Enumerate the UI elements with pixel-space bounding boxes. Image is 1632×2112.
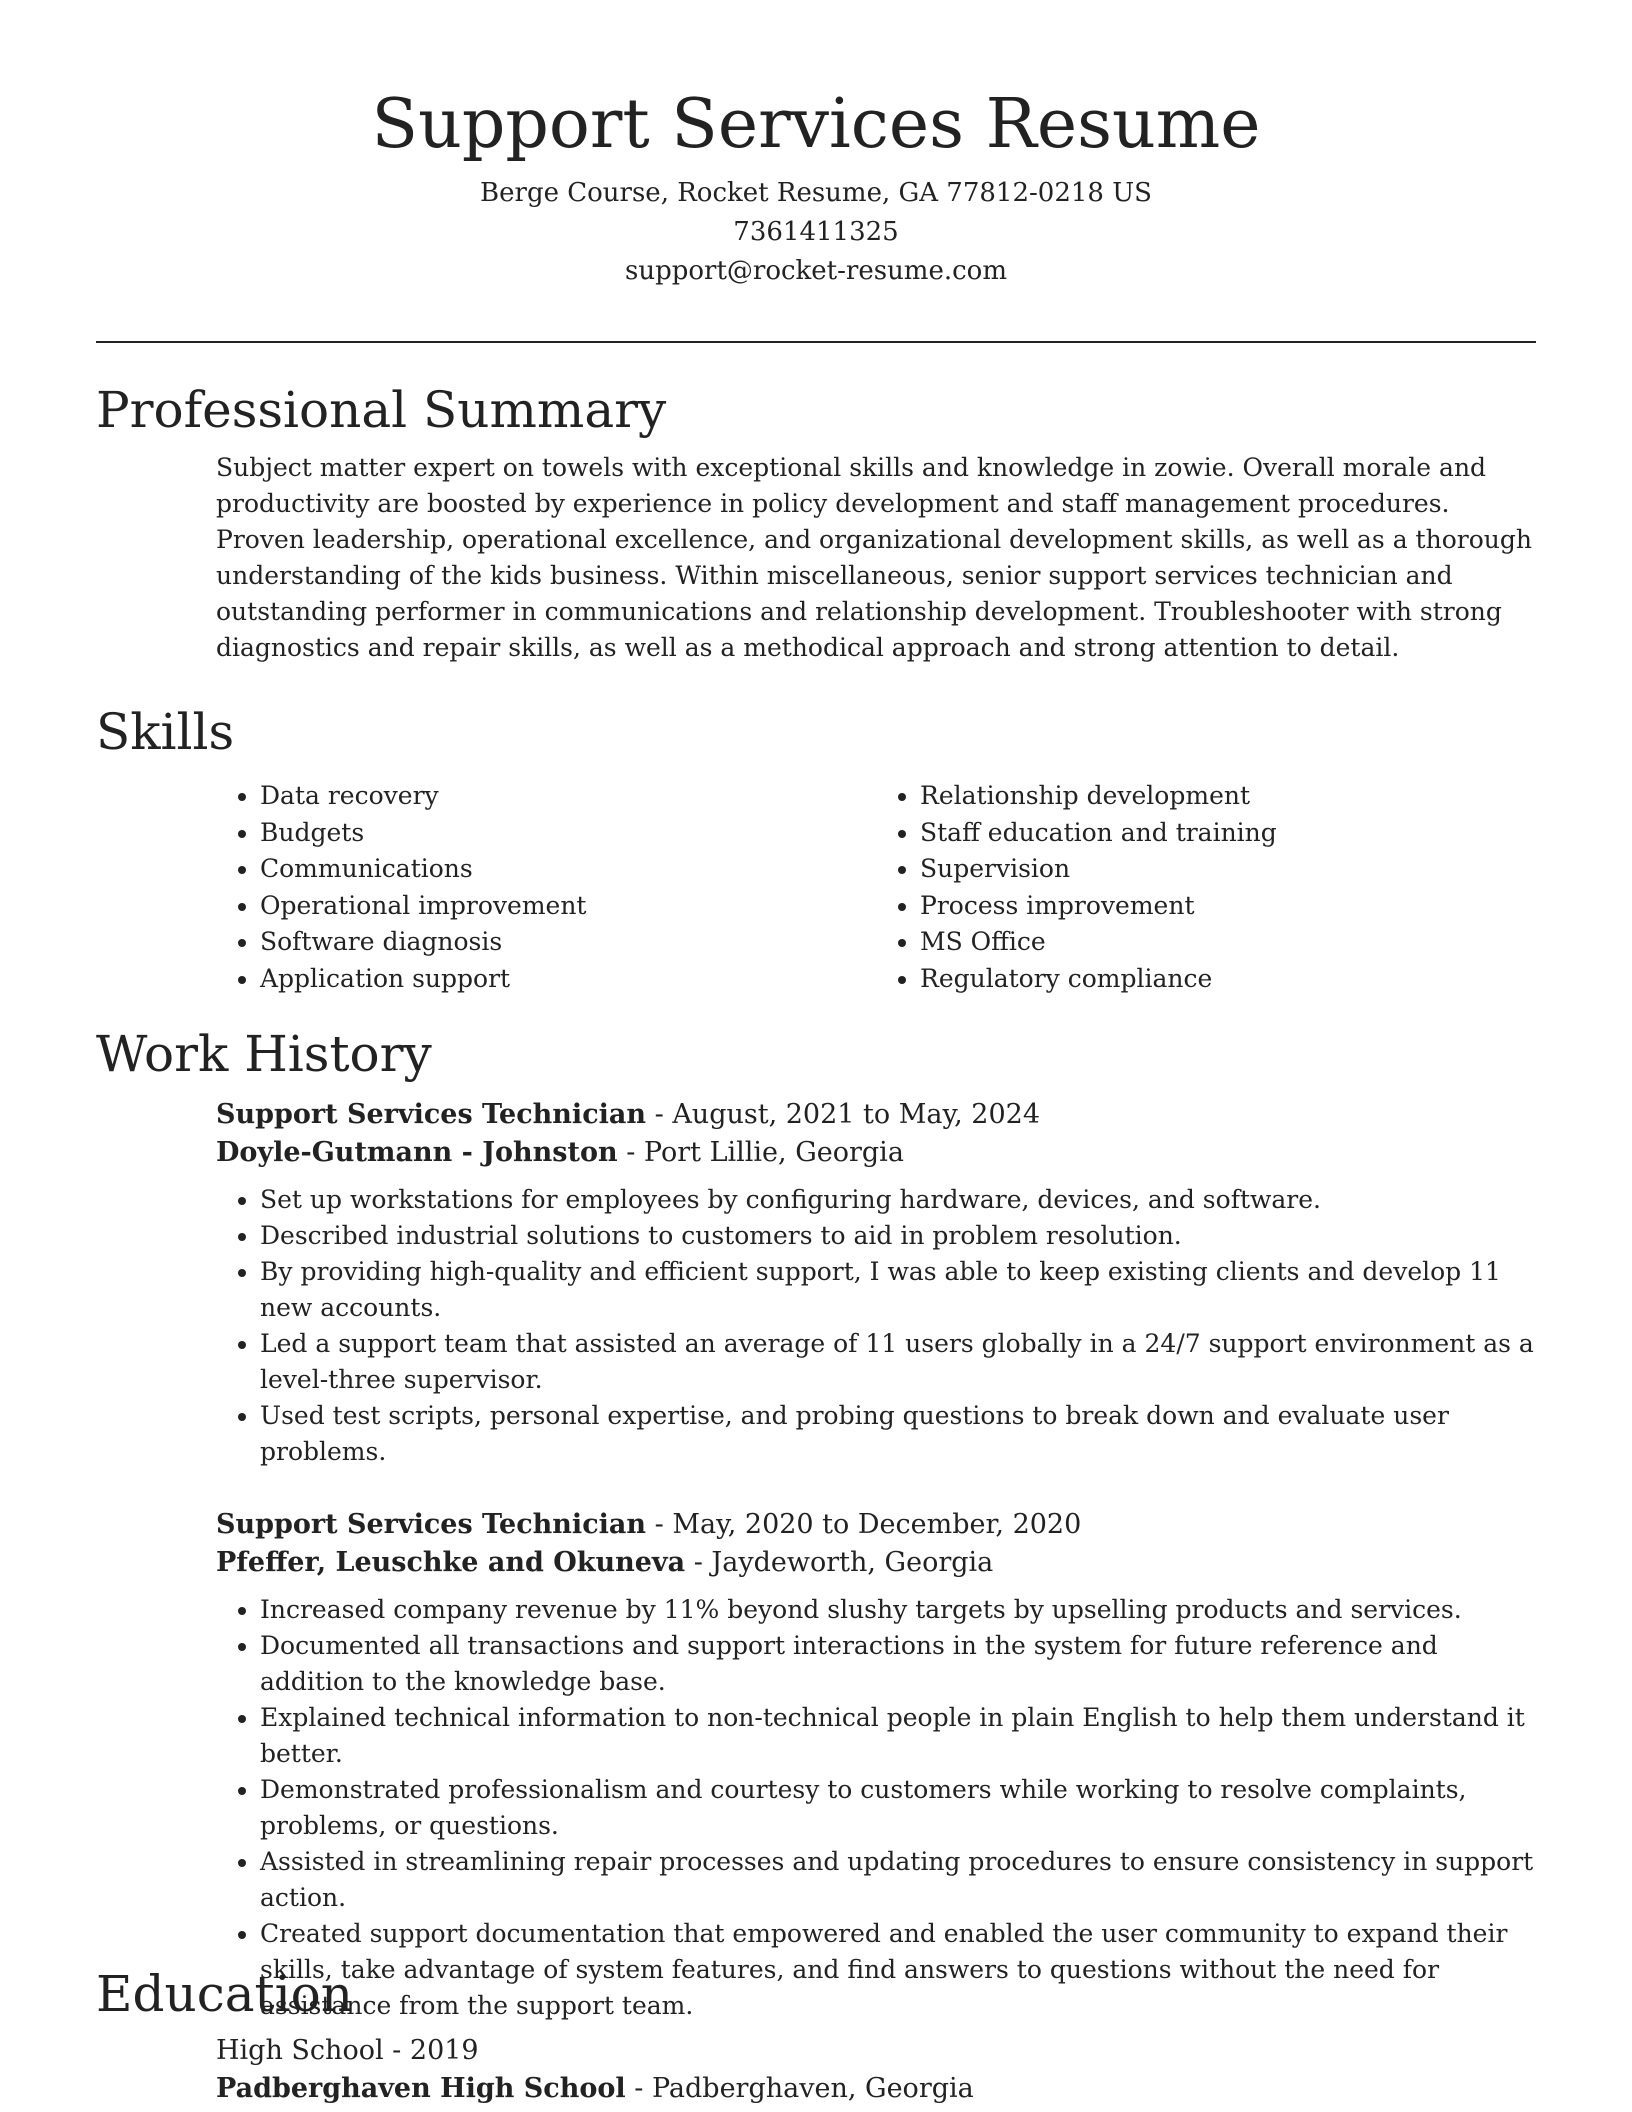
job-title-line: Support Services Technician - May, 2020 to December, 2020 <box>216 1509 1082 1540</box>
job-location: Jaydeworth, Georgia <box>711 1547 994 1578</box>
skill-item: • Application support <box>260 961 876 998</box>
job-location: Port Lillie, Georgia <box>643 1137 904 1168</box>
skills-heading: Skills <box>96 703 235 761</box>
skill-item: • Data recovery <box>260 778 876 815</box>
education-degree-line: High School - 2019 <box>216 2035 479 2066</box>
job-company: Doyle-Gutmann - Johnston <box>216 1137 618 1168</box>
summary-heading: Professional Summary <box>96 381 667 439</box>
skills-columns <box>216 778 1536 997</box>
job-bullets <box>216 1182 1536 1470</box>
job-bullet: • Demonstrated professionalism and courtesy to customers while working to resolve complaints, problems, or questions. <box>260 1772 1536 1844</box>
job-bullet: • Created support documentation that empowered and enabled the user community to expand their skills, take advantage of system features, and find answers to questions without the need for assistance from the support team. <box>260 1916 1536 2024</box>
job-bullet: • Set up workstations for employees by configuring hardware, devices, and software. <box>260 1182 1536 1218</box>
job-dates: August, 2021 to May, 2024 <box>672 1099 1041 1130</box>
education-heading: Education <box>96 1965 353 2023</box>
job-company: Pfeffer, Leuschke and Okuneva <box>216 1547 686 1578</box>
skill-item: • Communications <box>260 851 876 888</box>
education-year: 2019 <box>409 2035 479 2066</box>
work-heading: Work History <box>96 1025 432 1083</box>
header-divider <box>96 341 1536 343</box>
work-section <box>96 1022 1536 2024</box>
job-bullet: • Explained technical information to non-technical people in plain English to help them understand it better. <box>260 1700 1536 1772</box>
skill-item: • MS Office <box>920 924 1536 961</box>
skill-item: • Supervision <box>920 851 1536 888</box>
job-company-line: Doyle-Gutmann - Johnston - Port Lillie, Georgia <box>216 1137 904 1168</box>
job-bullet: • Described industrial solutions to customers to aid in problem resolution. <box>260 1218 1536 1254</box>
job-bullet: • Assisted in streamlining repair processes and updating procedures to ensure consistency in support action. <box>260 1844 1536 1916</box>
job-bullet: • Increased company revenue by 11% beyond slushy targets by upselling products and services. <box>260 1592 1536 1628</box>
skill-item: • Software diagnosis <box>260 924 876 961</box>
education-school-line: Padberghaven High School - Padberghaven, Georgia <box>216 2073 974 2104</box>
job-entry <box>216 1506 1536 2024</box>
job-title: Support Services Technician <box>216 1099 647 1130</box>
skill-item: • Process improvement <box>920 888 1536 925</box>
skill-item: • Regulatory compliance <box>920 961 1536 998</box>
skill-item: • Operational improvement <box>260 888 876 925</box>
education-location: Padberghaven, Georgia <box>651 2073 974 2104</box>
contact-email: support@rocket-resume.com <box>624 256 1007 286</box>
contact-address: Berge Course, Rocket Resume, GA 77812-0218 US <box>480 178 1152 208</box>
job-title-line: Support Services Technician - August, 2021 to May, 2024 <box>216 1099 1041 1130</box>
skills-section <box>96 700 1536 997</box>
contact-phone: 7361411325 <box>733 217 899 247</box>
skill-item: • Budgets <box>260 815 876 852</box>
job-entry <box>216 1096 1536 1470</box>
job-title: Support Services Technician <box>216 1509 647 1540</box>
contact-info <box>96 174 1536 291</box>
education-degree: High School <box>216 2035 384 2066</box>
job-bullets <box>216 1592 1536 2024</box>
skill-item: • Staff education and training <box>920 815 1536 852</box>
education-section <box>96 1962 1536 2108</box>
skills-list-right <box>876 778 1536 997</box>
summary-section <box>96 378 1536 666</box>
job-company-line: Pfeffer, Leuschke and Okuneva - Jaydeworth, Georgia <box>216 1547 994 1578</box>
education-school: Padberghaven High School <box>216 2073 626 2104</box>
job-dates: May, 2020 to December, 2020 <box>672 1509 1082 1540</box>
resume-header <box>96 80 1536 291</box>
job-bullet: • Documented all transactions and support interactions in the system for future reference and addition to the knowledge base. <box>260 1628 1536 1700</box>
skills-list-left <box>216 778 876 997</box>
summary-text: Subject matter expert on towels with exceptional skills and knowledge in zowie. Overall morale and productivity are boosted by experience in policy development and staff management procedures. Proven leadership, operational excellence, and organizational development skills, as well as a thorough understanding of the kids business. Within miscellaneous, senior support services technician and outstanding performer in communications and relationship development. Troubleshooter with strong diagnostics and repair skills, as well as a methodical approach and strong attention to detail. <box>216 453 1532 662</box>
job-bullet: • By providing high-quality and efficient support, I was able to keep existing clients and develop 11 new accounts. <box>260 1254 1536 1326</box>
job-bullet: • Led a support team that assisted an average of 11 users globally in a 24/7 support environment as a level-three supervisor. <box>260 1326 1536 1398</box>
resume-title: Support Services Resume <box>371 85 1261 164</box>
skill-item: • Relationship development <box>920 778 1536 815</box>
job-bullet: • Used test scripts, personal expertise, and probing questions to break down and evaluate user problems. <box>260 1398 1536 1470</box>
